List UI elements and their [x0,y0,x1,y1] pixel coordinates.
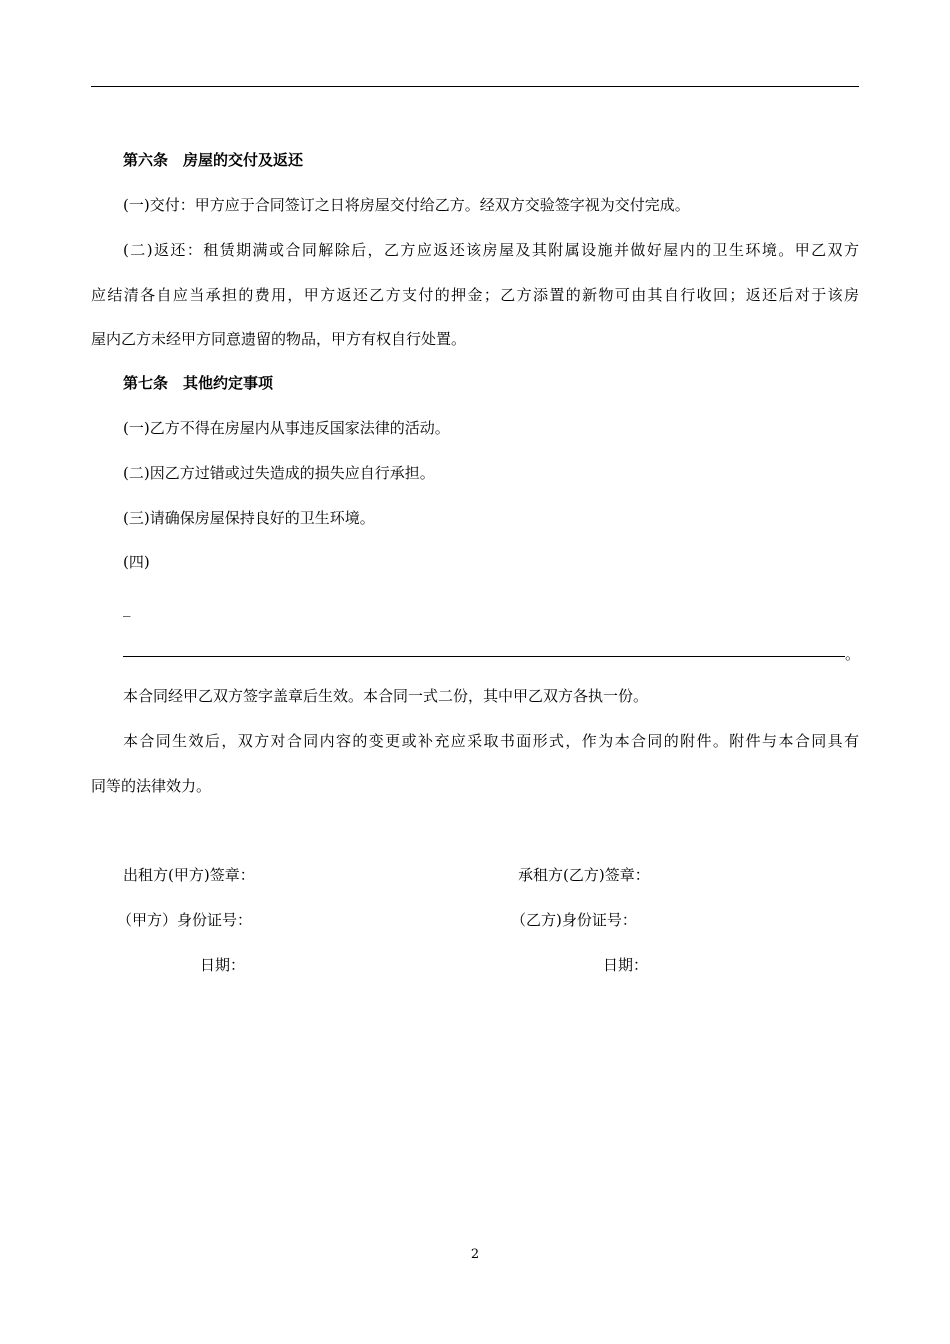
lessee-id-label: （乙方)身份证号： [511,911,637,929]
lessee-date-label: 日期： [603,956,649,974]
blank-mark: _ [123,599,131,617]
article7-title: 第七条 其他约定事项 [123,374,274,392]
article7-item3: (三)请确保房屋保持良好的卫生环境。 [123,509,375,527]
closing-para2-line1: 本合同生效后，双方对合同内容的变更或补充应采取书面形式，作为本合同的附件。附件与本合同具有 [123,732,859,750]
article7-item4: (四) [123,553,150,571]
page-number: 2 [470,1247,480,1262]
article6-item2-line3: 屋内乙方未经甲方同意遗留的物品，甲方有权自行处置。 [91,330,467,348]
article6-title: 第六条 房屋的交付及返还 [123,151,304,169]
article6-item2-line1: (二)返还：租赁期满或合同解除后，乙方应返还该房屋及其附属设施并做好屋内的卫生环境。甲乙双方 [123,241,859,259]
article7-item1: (一)乙方不得在房屋内从事违反国家法律的活动。 [123,419,450,437]
closing-para2-line2: 同等的法律效力。 [91,777,212,795]
header-rule [91,86,859,87]
lessor-date-label: 日期： [200,956,246,974]
closing-para1: 本合同经甲乙双方签字盖章后生效。本合同一式二份，其中甲乙双方各执一份。 [123,687,649,705]
article6-item1: (一)交付：甲方应于合同签订之日将房屋交付给乙方。经双方交验签字视为交付完成。 [123,196,690,214]
blank-fill-line [123,656,845,657]
lessor-id-label: （甲方）身份证号： [117,911,253,929]
lessee-sign-label: 承租方(乙方)签章： [518,866,650,884]
lessor-sign-label: 出租方(甲方)签章： [123,866,255,884]
blank-end-mark: 。 [845,645,861,663]
article7-item2: (二)因乙方过错或过失造成的损失应自行承担。 [123,464,435,482]
article6-item2-line2: 应结清各自应当承担的费用，甲方返还乙方支付的押金；乙方添置的新物可由其自行收回；返还后对于该房 [91,286,859,304]
